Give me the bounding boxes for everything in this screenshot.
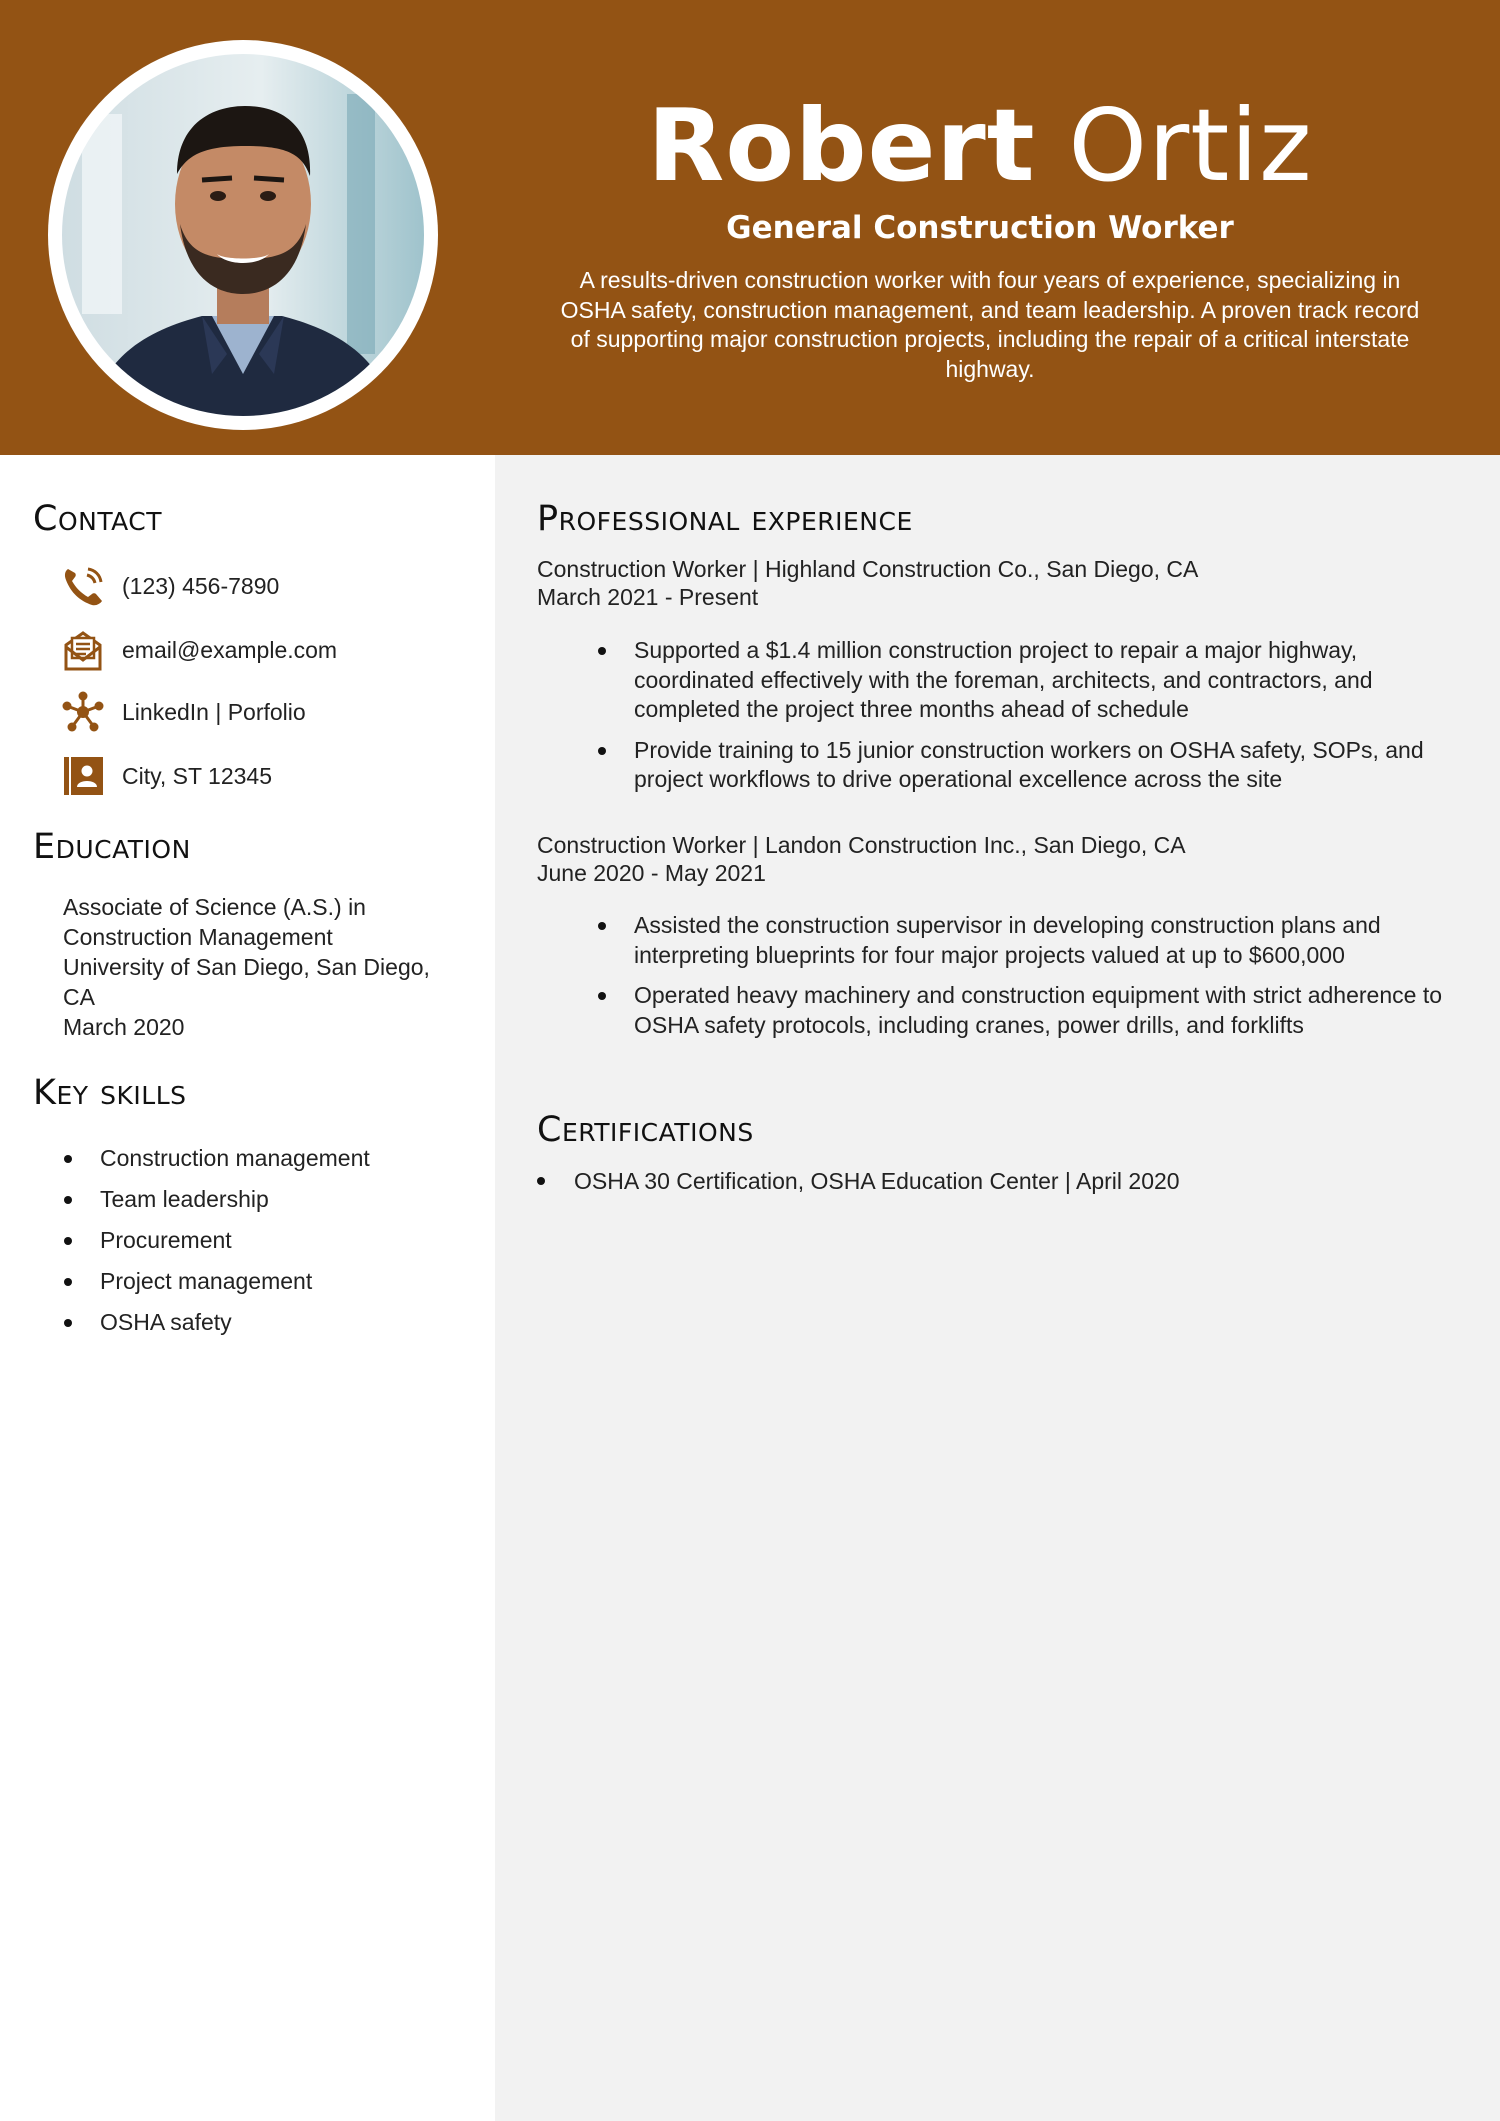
city-state-zip: City, ST 12345 [122, 763, 273, 789]
job-dates: June 2020 - May 2021 [537, 860, 766, 886]
candidate-name [560, 86, 1400, 206]
certifications-list [534, 1166, 1434, 1196]
degree-line-1: Associate of Science (A.S.) in [63, 894, 366, 920]
graduation-date: March 2020 [63, 1014, 185, 1040]
job-bullet: Provide training to 15 junior construction workers on OSHA safety, SOPs, and project workflows to drive operational excellence across the site [592, 736, 1452, 795]
contact-heading: Contact [33, 499, 163, 539]
email-address[interactable]: email@example.com [122, 637, 338, 663]
skill-item: Project management [60, 1261, 370, 1302]
school-line-2: CA [63, 984, 95, 1010]
job-bullet: Supported a $1.4 million construction project to repair a major highway, coordinated effectively with the foreman, architects, and contractors, and completed the project three months ahead of schedule [592, 636, 1452, 725]
header-banner [0, 0, 1500, 455]
address-book-icon [60, 753, 106, 799]
job-1-bullets [592, 636, 1452, 806]
school-line-1: University of San Diego, San Diego, [63, 954, 430, 980]
job-bullet: Operated heavy machinery and construction equipment with strict adherence to OSHA safety protocols, including cranes, power drills, and forklifts [592, 981, 1452, 1040]
job-bullet: Assisted the construction supervisor in developing construction plans and interpreting blueprints for four major projects valued at up to $600,000 [592, 911, 1452, 970]
job-2-bullets [592, 911, 1452, 1051]
first-name: Robert [647, 87, 1036, 204]
skill-item: Procurement [60, 1220, 370, 1261]
job-title-line: Construction Worker | Landon Construction Inc., San Diego, CA [537, 832, 1186, 858]
network-icon [60, 689, 106, 735]
skills-heading: Key skills [33, 1073, 187, 1113]
skill-item: Construction management [60, 1138, 370, 1179]
experience-heading: Professional experience [537, 499, 913, 539]
contact-email [60, 627, 480, 673]
contact-address [60, 753, 480, 799]
skill-item: Team leadership [60, 1179, 370, 1220]
skills-list [60, 1138, 370, 1343]
contact-links [60, 689, 480, 735]
degree-line-2: Construction Management [63, 924, 333, 950]
certification-item: OSHA 30 Certification, OSHA Education Center | April 2020 [534, 1166, 1434, 1196]
job-header-1 [537, 555, 1437, 611]
job-header-2 [537, 831, 1437, 887]
professional-summary: A results-driven construction worker with four years of experience, specializing in OSHA safety, construction management, and team leadership. A proven track record of supporting major construction projects, including the repair of a critical interstate highway. [560, 267, 1420, 382]
job-dates: March 2021 - Present [537, 584, 759, 610]
last-name: Ortiz [1068, 87, 1313, 204]
phone-icon [60, 563, 106, 609]
job-title-line: Construction Worker | Highland Construction Co., San Diego, CA [537, 556, 1199, 582]
phone-number[interactable]: (123) 456-7890 [122, 573, 280, 599]
contact-phone [60, 563, 480, 609]
skill-item: OSHA safety [60, 1302, 370, 1343]
profile-photo [62, 54, 424, 416]
education-entry [63, 892, 463, 1042]
email-icon [60, 627, 106, 673]
education-heading: Education [33, 827, 191, 867]
linkedin-portfolio-link[interactable]: LinkedIn | Porfolio [122, 699, 306, 725]
job-title: General Construction Worker [726, 210, 1234, 246]
certifications-heading: Certifications [537, 1110, 754, 1150]
